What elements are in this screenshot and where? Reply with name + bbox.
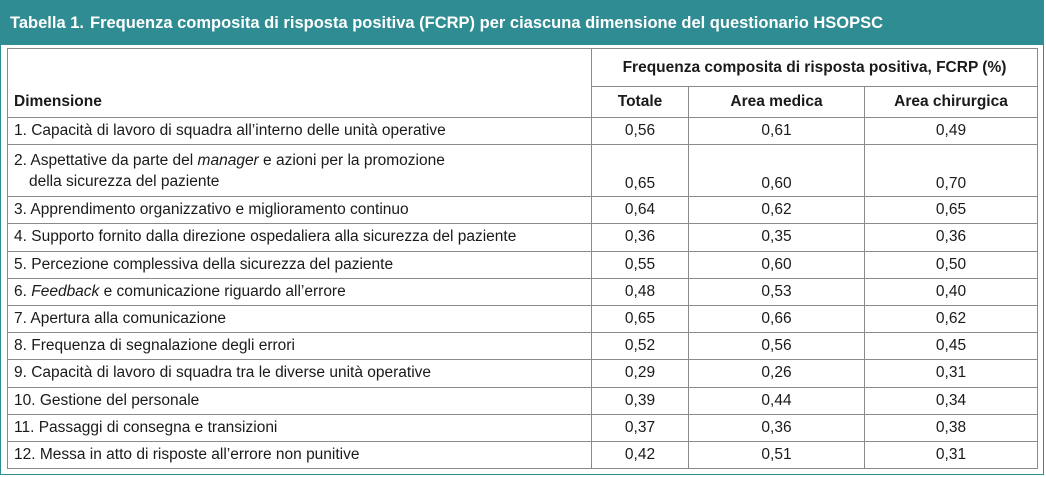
- dimension-label: [14, 256, 393, 273]
- table-row: [8, 197, 1038, 224]
- column-header-area-chirurgica: Area chirurgica: [865, 87, 1038, 118]
- dimension-cell: [8, 333, 592, 360]
- value-area-chirurgica: 0,34: [865, 387, 1038, 414]
- dimension-label: [14, 446, 360, 463]
- value-area-medica: 0,36: [689, 414, 865, 441]
- dimension-text: 11. Passaggi di consegna e transizioni: [14, 418, 278, 436]
- value-area-chirurgica: 0,50: [865, 251, 1038, 278]
- dimension-cell: [8, 414, 592, 441]
- value-area-chirurgica: 0,38: [865, 414, 1038, 441]
- value-totale: 0,52: [592, 333, 689, 360]
- value-area-chirurgica: 0,70: [865, 145, 1038, 197]
- value-totale: 0,65: [592, 305, 689, 332]
- dimension-label: [14, 122, 446, 139]
- table-row: [8, 414, 1038, 441]
- table-row: [8, 333, 1038, 360]
- table-caption: [1, 1, 1043, 45]
- caption-label: Tabella 1.: [10, 13, 84, 32]
- value-totale: 0,55: [592, 251, 689, 278]
- value-totale: 0,29: [592, 360, 689, 387]
- dimension-text: 6.: [14, 282, 32, 300]
- value-area-medica: 0,56: [689, 333, 865, 360]
- dimension-text-continued: della sicurezza del paziente: [29, 172, 220, 190]
- dimension-text: 4. Supporto fornito dalla direzione ospedaliera alla sicurezza del paziente: [14, 228, 517, 246]
- value-area-medica: 0,61: [689, 118, 865, 145]
- dimension-text: 5. Percezione complessiva della sicurezza del paziente: [14, 255, 394, 273]
- fcrp-table: [7, 48, 1038, 469]
- value-area-medica: 0,53: [689, 278, 865, 305]
- value-totale: 0,36: [592, 224, 689, 251]
- value-area-medica: 0,66: [689, 305, 865, 332]
- table-body: [8, 118, 1038, 469]
- dimension-cell: [8, 387, 592, 414]
- value-totale: 0,64: [592, 197, 689, 224]
- dimension-label: [14, 201, 409, 218]
- dimension-text: 12. Messa in atto di risposte all’errore non punitive: [14, 445, 360, 463]
- dimension-label: [14, 310, 226, 327]
- value-area-chirurgica: 0,45: [865, 333, 1038, 360]
- group-header: Frequenza composita di risposta positiva, FCRP (%): [592, 49, 1038, 87]
- dimension-text: 8. Frequenza di segnalazione degli errori: [14, 337, 295, 355]
- dimension-text: 2. Aspettative da parte del: [14, 151, 198, 169]
- table-row: [8, 224, 1038, 251]
- value-totale: 0,37: [592, 414, 689, 441]
- dimension-text: e comunicazione riguardo all’errore: [99, 282, 346, 300]
- table-row: [8, 305, 1038, 332]
- table-row: [8, 441, 1038, 468]
- value-area-chirurgica: 0,36: [865, 224, 1038, 251]
- value-area-medica: 0,62: [689, 197, 865, 224]
- value-area-medica: 0,26: [689, 360, 865, 387]
- dimension-cell: [8, 145, 592, 197]
- value-totale: 0,39: [592, 387, 689, 414]
- value-totale: 0,56: [592, 118, 689, 145]
- value-area-medica: 0,51: [689, 441, 865, 468]
- dimension-text: 9. Capacità di lavoro di squadra tra le diverse unità operative: [14, 364, 432, 382]
- dimension-label: [14, 419, 277, 436]
- dimension-text-emphasis: Feedback: [31, 282, 100, 300]
- value-totale: 0,65: [592, 145, 689, 197]
- header-empty-cell: [8, 49, 592, 87]
- table-row: [8, 251, 1038, 278]
- dimension-label: [14, 283, 346, 300]
- dimension-cell: [8, 197, 592, 224]
- dimension-text: 3. Apprendimento organizzativo e miglioramento continuo: [14, 201, 409, 219]
- dimension-text: e azioni per la promozione: [258, 151, 445, 169]
- table-row: [8, 118, 1038, 145]
- dimension-cell: [8, 360, 592, 387]
- table-row: [8, 387, 1038, 414]
- dimension-cell: [8, 118, 592, 145]
- dimension-text: 10. Gestione del personale: [14, 391, 200, 409]
- dimension-cell: [8, 251, 592, 278]
- column-header-dimensione: Dimensione: [8, 87, 592, 118]
- dimension-label: [14, 150, 585, 171]
- dimension-label: [14, 337, 295, 354]
- value-totale: 0,42: [592, 441, 689, 468]
- dimension-text-emphasis: manager: [197, 151, 259, 169]
- dimension-text: 7. Apertura alla comunicazione: [14, 310, 226, 328]
- column-header-totale: Totale: [592, 87, 689, 118]
- dimension-text: 1. Capacità di lavoro di squadra all’interno delle unità operative: [14, 122, 446, 140]
- table-row: [8, 145, 1038, 197]
- dimension-cell: [8, 224, 592, 251]
- value-area-chirurgica: 0,65: [865, 197, 1038, 224]
- value-area-medica: 0,35: [689, 224, 865, 251]
- value-area-chirurgica: 0,62: [865, 305, 1038, 332]
- value-area-medica: 0,60: [689, 145, 865, 197]
- dimension-label: [14, 228, 516, 245]
- dimension-label: [14, 392, 199, 409]
- dimension-cell: [8, 305, 592, 332]
- column-header-area-medica: Area medica: [689, 87, 865, 118]
- value-area-chirurgica: 0,49: [865, 118, 1038, 145]
- dimension-cell: [8, 278, 592, 305]
- caption-text: Frequenza composita di risposta positiva (FCRP) per ciascuna dimensione del questionario HSOPSC: [89, 13, 884, 32]
- value-area-chirurgica: 0,31: [865, 360, 1038, 387]
- dimension-cell: [8, 441, 592, 468]
- table-row: [8, 360, 1038, 387]
- value-area-medica: 0,44: [689, 387, 865, 414]
- dimension-label: [14, 364, 431, 381]
- table-row: [8, 278, 1038, 305]
- value-area-chirurgica: 0,31: [865, 441, 1038, 468]
- value-area-chirurgica: 0,40: [865, 278, 1038, 305]
- value-totale: 0,48: [592, 278, 689, 305]
- value-area-medica: 0,60: [689, 251, 865, 278]
